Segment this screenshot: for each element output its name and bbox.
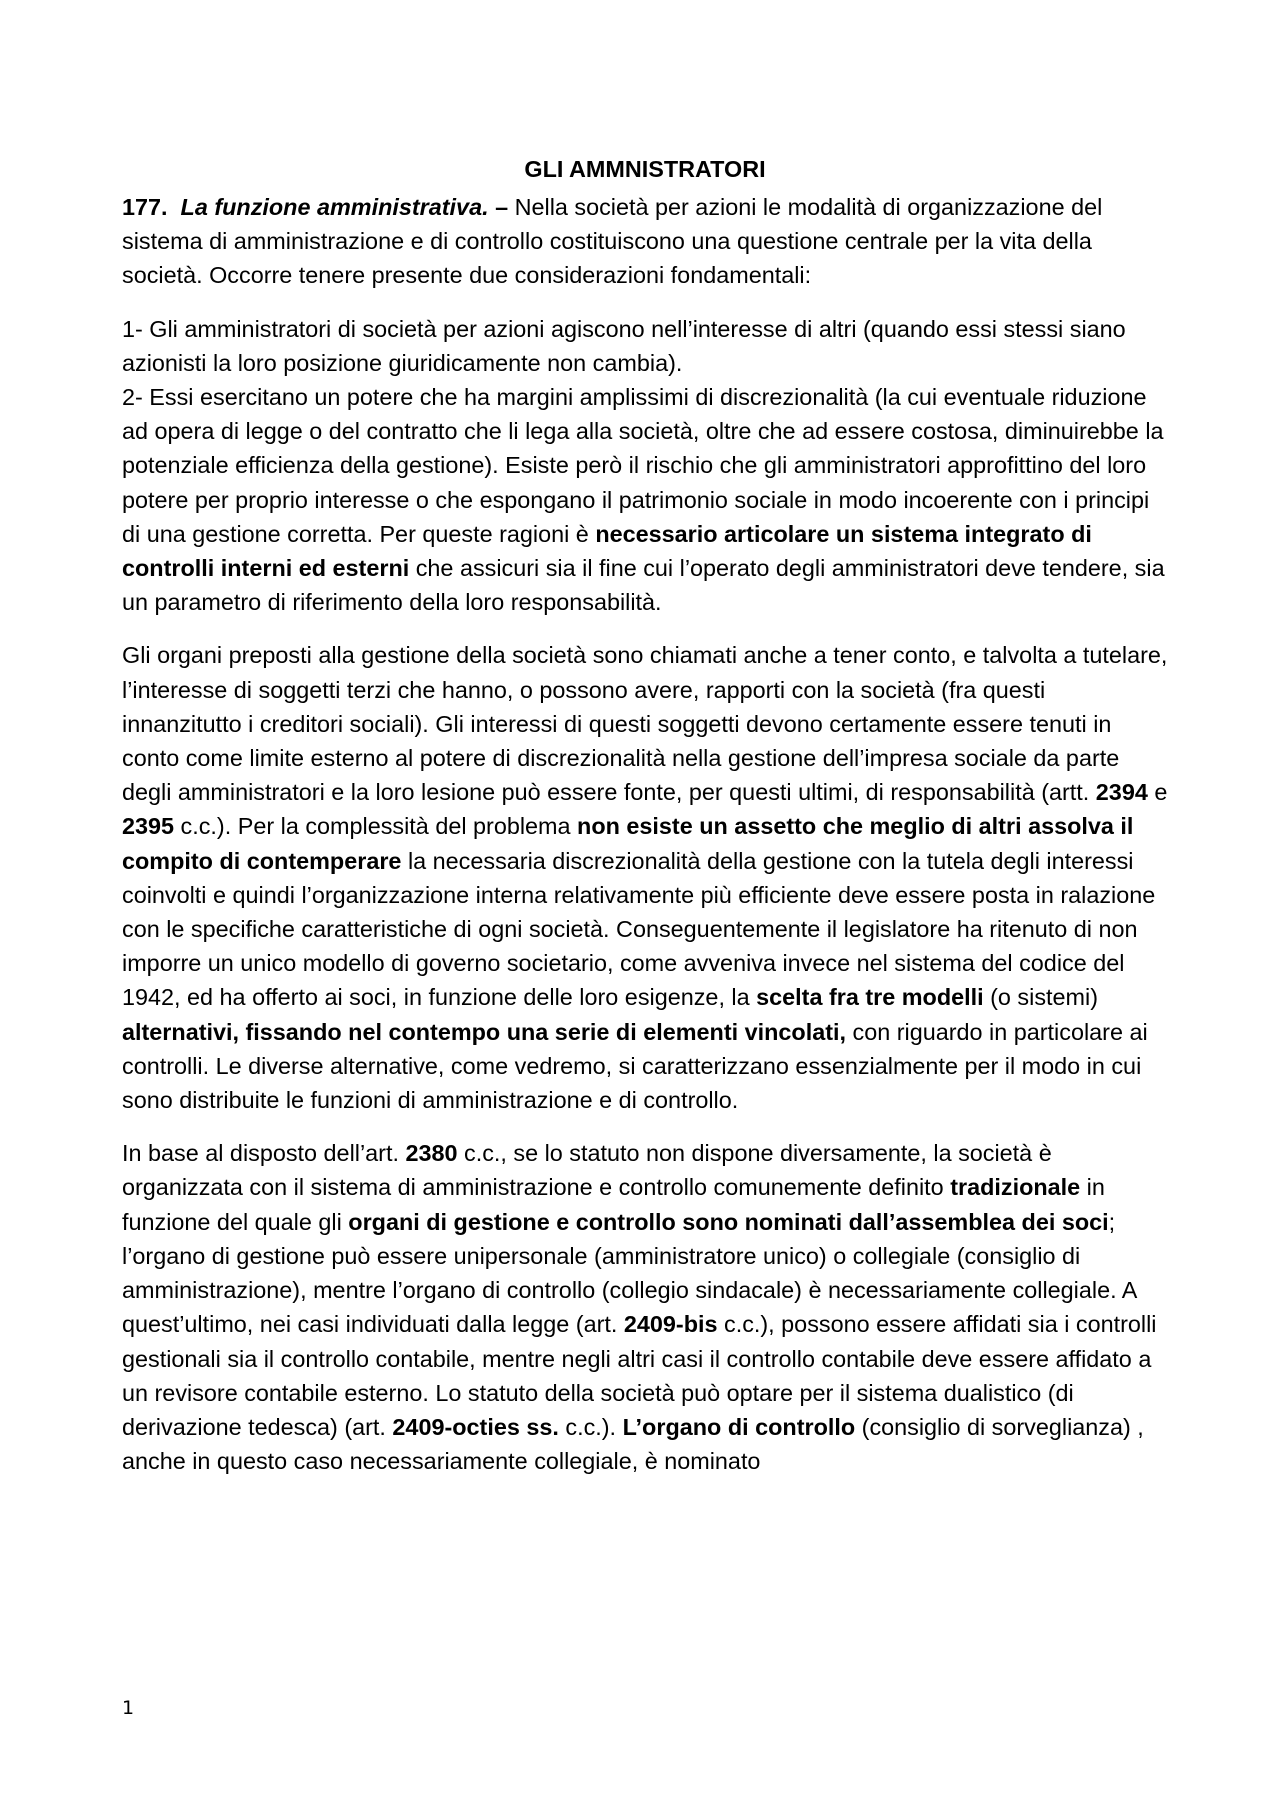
para3-emphasis-d: tradizionale <box>950 1174 1081 1201</box>
page-number: 1 <box>122 1697 135 1719</box>
paragraph-organi <box>122 638 1168 1117</box>
para3-emphasis-f: organi di gestione e controllo sono nominati dall’assemblea dei soci <box>348 1208 1109 1235</box>
article-ref-2409-bis: 2409-bis <box>623 1311 718 1338</box>
para3-text-k: c.c.). <box>558 1413 623 1440</box>
paragraph-sistema-tradizionale <box>122 1136 1168 1478</box>
document-page <box>122 152 1168 1478</box>
para3-text-g: ; l’organo di gestione può essere unipersonale (amministratore unico) o collegiale (consiglio di amministrazione), mentre l’organo di controllo (collegio sindacale) è necessariamente collegiale. A quest’ultimo, nei casi individuati dalla legge (art. <box>122 1208 1137 1338</box>
article-ref-2409-octies: 2409-octies ss. <box>392 1413 559 1440</box>
section-intro-text: Nella società per azioni le modalità di organizzazione del sistema di amministrazione e di controllo costituiscono una questione centrale per la vita della società. Occorre tenere presente due considerazioni fondamentali: <box>122 194 1103 289</box>
article-ref-2395: 2395 <box>122 813 175 840</box>
para3-text-c: c.c., se lo statuto non dispone diversamente, la società è organizzata con il sistema di amministrazione e controllo comunemente definito <box>122 1140 1052 1201</box>
list-item-2 <box>122 380 1168 619</box>
para2-text-g: la necessaria discrezionalità della gestione con la tutela degli interessi coinvolti e quindi l’organizzazione interna relativamente più efficiente deve essere posta in ralazione con le specifiche caratteristiche di ogni società. Conseguentemente il legislatore ha ritenuto di non imporre un unico modello di governo societario, come avveniva invece nel sistema del codice del 1942, ed ha offerto ai soci, in funzione delle loro esigenze, la <box>122 847 1156 1011</box>
para2-text-e: c.c.). Per la complessità del problema <box>174 813 578 840</box>
para2-emphasis-j: alternativi, fissando nel contempo una serie di elementi vincolati, <box>122 1018 847 1045</box>
para3-text-i: c.c.), possono essere affidati sia i controlli gestionali sia il controllo contabile, mentre negli altri casi il controllo contabile deve essere affidato a un revisore contabile esterno. Lo statuto della società può optare per il sistema dualistico (di derivazione tedesca) (art. <box>122 1311 1157 1440</box>
section-dash: – <box>488 194 509 220</box>
section-number: 177. <box>122 194 168 220</box>
para3-emphasis-l: L’organo di controllo <box>622 1413 856 1440</box>
list-item-1: 1- Gli amministratori di società per azioni agiscono nell’interesse di altri (quando essi stessi siano azionisti la loro posizione giuridicamente non cambia). <box>122 315 1126 376</box>
para2-emphasis-h: scelta fra tre modelli <box>756 984 984 1011</box>
para2-text-a: Gli organi preposti alla gestione della società sono chiamati anche a tener conto, e talvolta a tutelare, l’interesse di soggetti terzi che hanno, o possono avere, rapporti con la società (fra questi innanzitutto i creditori sociali). Gli interessi di questi soggetti devono certamente essere tenuti in conto come limite esterno al potere di discrezionalità nella gestione dell’impresa sociale da parte degli amministratori e la loro lesione può essere fonte, per questi ultimi, di responsabilità (artt. <box>122 642 1168 806</box>
section-intro-paragraph <box>122 190 1168 293</box>
list-item-2-text-end: che assicuri sia il fine cui l’operato degli amministratori deve tendere, sia un parametro di riferimento della loro responsabilità. <box>122 555 1165 616</box>
para2-text-k: con riguardo in particolare ai controlli. Le diverse alternative, come vedremo, si caratterizzano essenzialmente per il modo in cui sono distribuite le funzioni di amministrazione e di controllo. <box>122 1018 1148 1114</box>
document-title: GLI AMMNISTRATORI <box>524 156 766 182</box>
list-item-2-emphasis: necessario articolare un sistema integrato di controlli interni ed esterni <box>122 520 1092 582</box>
para2-text-i: (o sistemi) <box>983 984 1099 1011</box>
list-item-2-text: 2- Essi esercitano un potere che ha margini amplissimi di discrezionalità (la cui eventuale riduzione ad opera di legge o del contratto che li lega alla società, oltre che ad essere costosa, diminuirebbe la potenziale efficienza della gestione). Esiste però il rischio che gli amministratori approfittino del loro potere per proprio interesse o che espongano il patrimonio sociale in modo incoerente con i principi di una gestione corretta. Per queste ragioni è <box>122 384 1164 547</box>
para3-text-a: In base al disposto dell’art. <box>122 1140 406 1167</box>
article-ref-2380: 2380 <box>405 1140 458 1167</box>
para2-emphasis-f: non esiste un assetto che meglio di altri assolva il compito di contemperare <box>122 813 1134 874</box>
section-heading: La funzione amministrativa. <box>180 194 489 220</box>
para2-text-c: e <box>1147 779 1168 806</box>
para3-text-m: (consiglio di sorveglianza) , anche in questo caso necessariamente collegiale, è nominato <box>122 1413 1144 1475</box>
article-ref-2394: 2394 <box>1095 779 1148 806</box>
para3-text-e: in funzione del quale gli <box>122 1174 1105 1235</box>
